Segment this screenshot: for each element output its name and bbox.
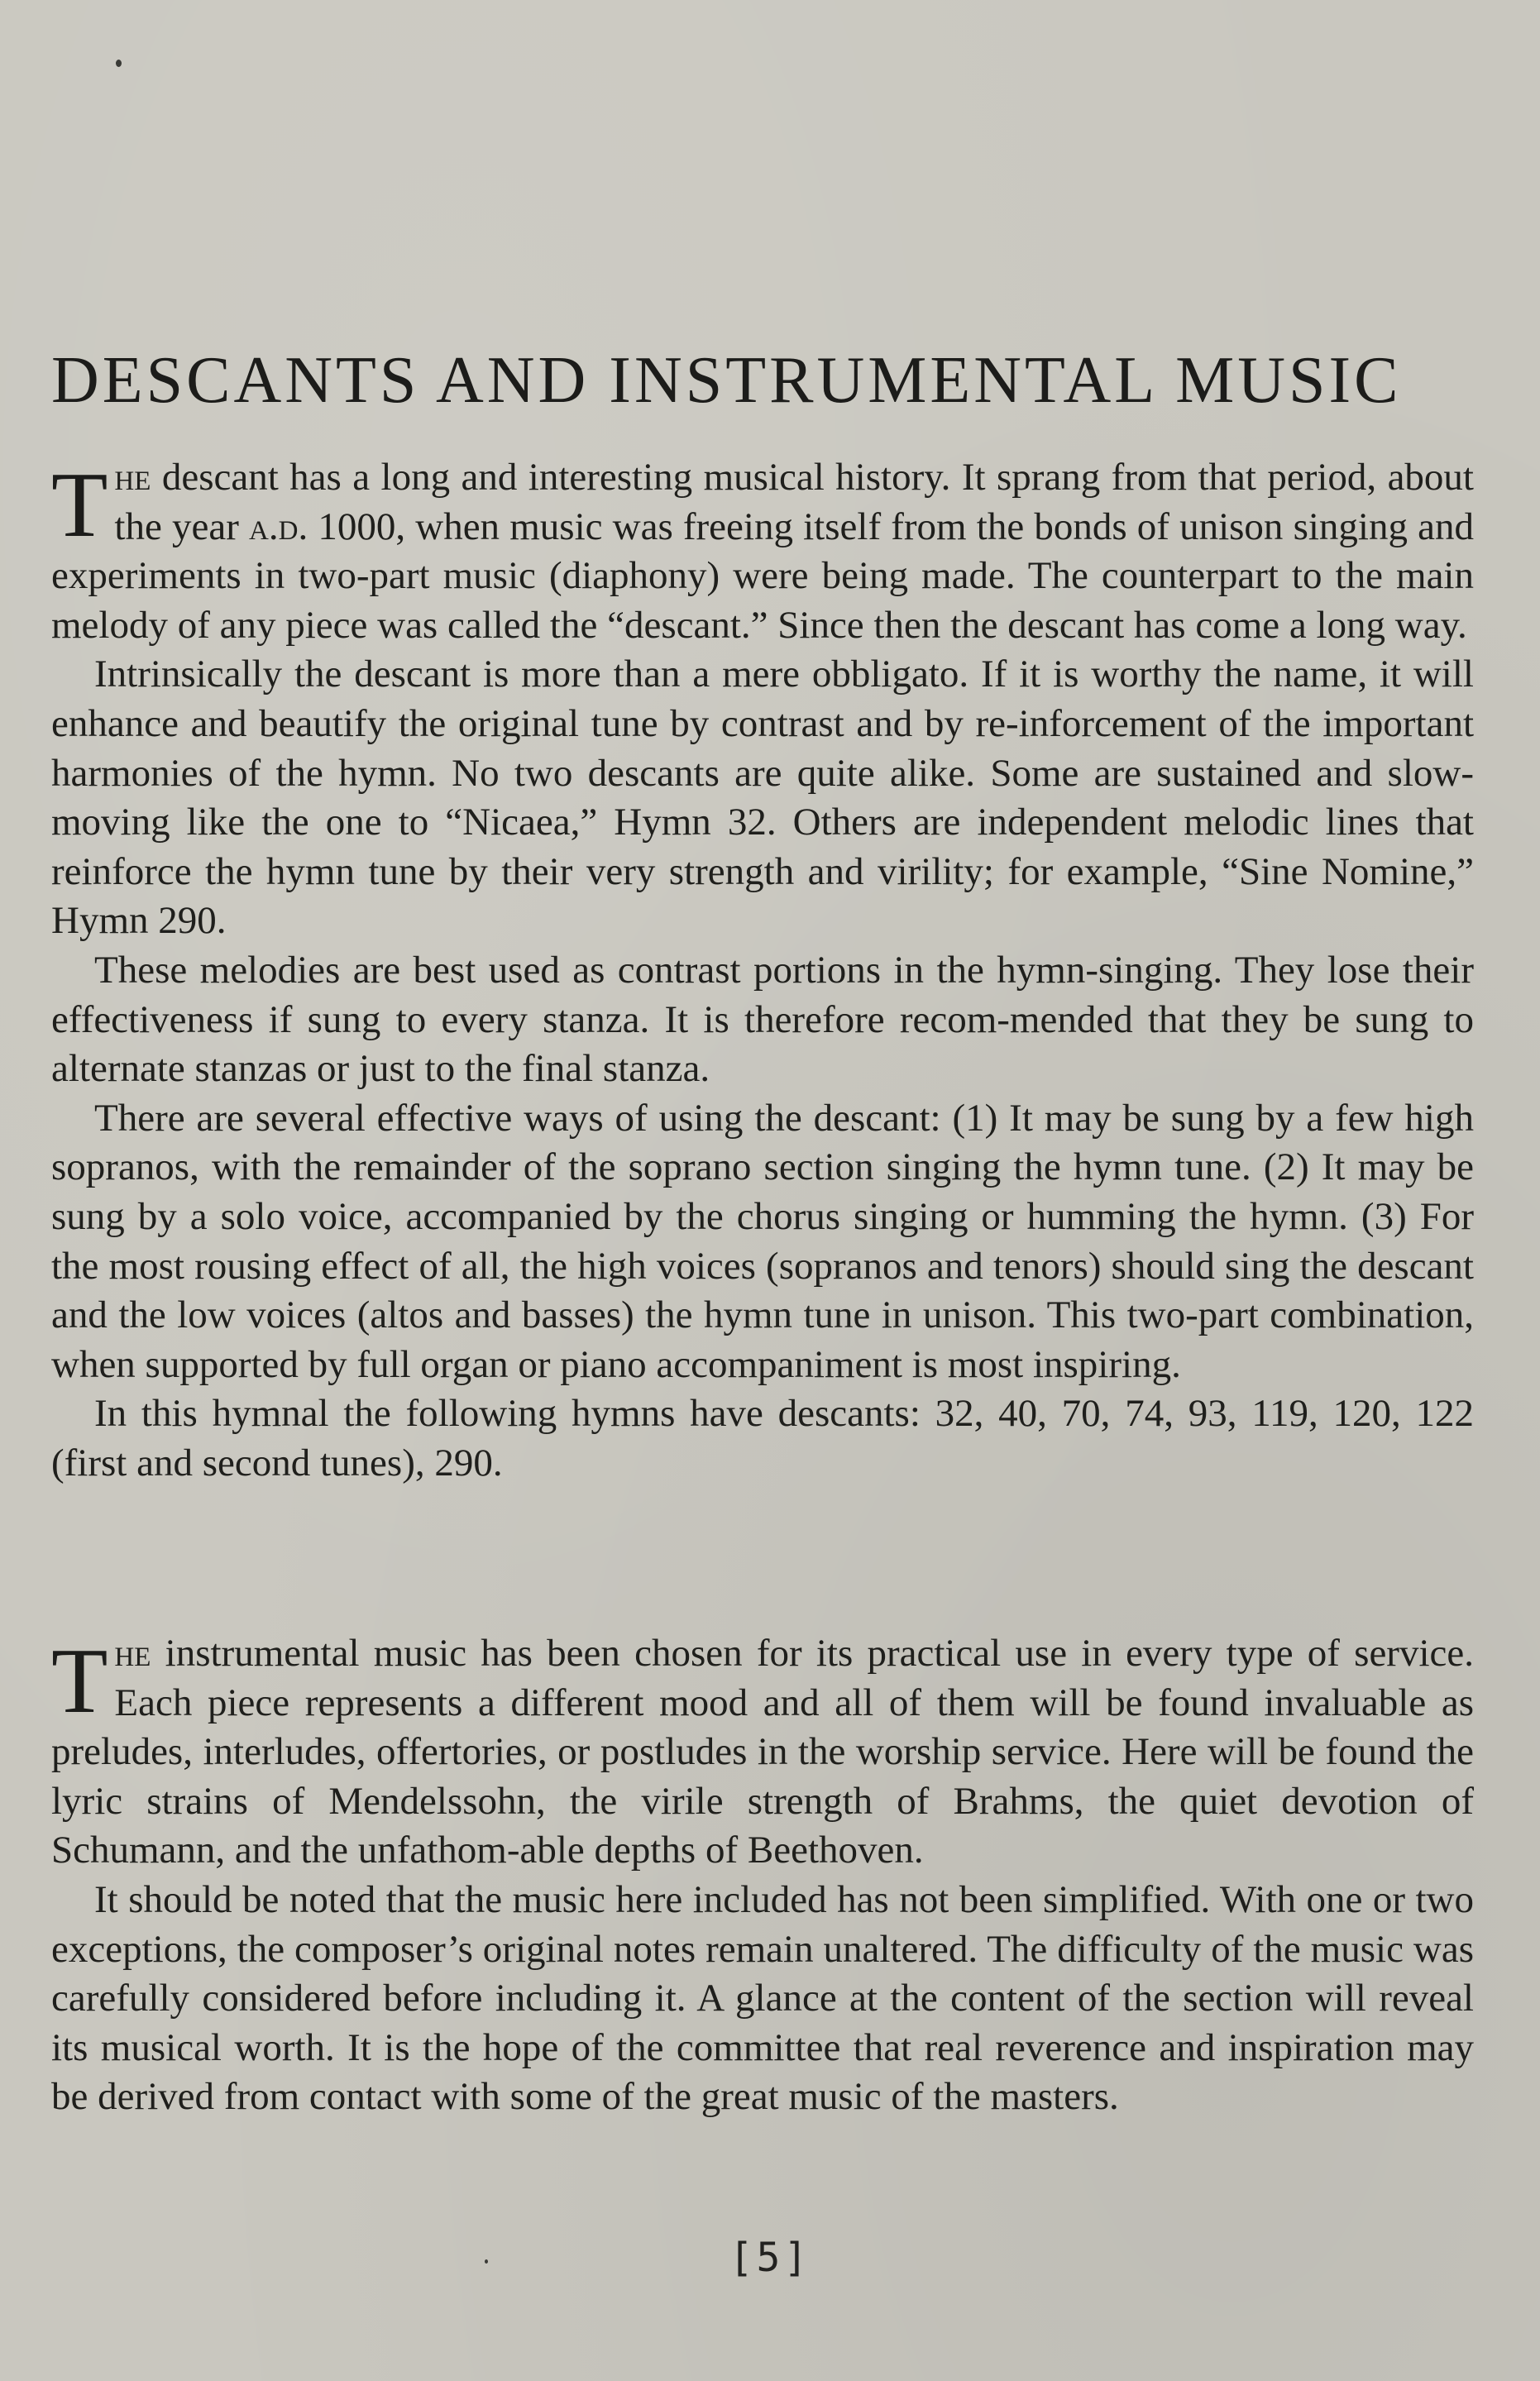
paper-speck bbox=[116, 60, 122, 67]
lead-small-caps: he bbox=[114, 1632, 151, 1675]
lead-small-caps: he bbox=[114, 456, 151, 499]
descant-paragraph-3: These melodies are best used as contrast portions in the hymn-singing. They lose their effectiveness if sung to every stanza. It is therefore recom-mended that they be sung to alternate stanzas or just to the final stanza. bbox=[51, 948, 1474, 1091]
era-abbreviation: a.d. bbox=[249, 504, 308, 548]
instrumental-paragraph-1 bbox=[51, 1629, 1474, 1876]
descant-paragraph-4: There are several effective ways of using the descant: (1) It may be sung by a few high sopranos, with the remainder of the soprano section singing the hymn tune. (2) It may be sung by a solo voice, accompanied by the chorus singing or humming the hymn. (3) For the most rousing effect of all, the high voices (sopranos and tenors) should sing the descant and the low voices (altos and basses) the hymn tune in unison. This two-part combination, when supported by full organ or piano accompaniment is most inspiring. bbox=[51, 1096, 1474, 1386]
paragraph-text: 1000, when music was freeing itself from the bonds of unison singing and experiments in two-part music (diaphony) were being made. The counterpart to the main melody of any piece was called the “descant.” Since then the descant has come a long way. bbox=[51, 504, 1475, 647]
descant-paragraph-1 bbox=[51, 453, 1474, 650]
instrumental-section bbox=[51, 1629, 1474, 2122]
descant-section bbox=[51, 453, 1474, 1488]
page-heading: DESCANTS AND INSTRUMENTAL MUSIC bbox=[51, 344, 1402, 417]
instrumental-paragraph-2: It should be noted that the music here included has not been simplified. With one or two exceptions, the composer’s original notes remain unaltered. The difficulty of the music was carefully considered before including it. A glance at the content of the section will reveal its musical worth. It is the hope of the committee that real reverence and inspiration may be derived from contact with some of the great music of the masters. bbox=[51, 1877, 1474, 2119]
paragraph-text: instrumental music has been chosen for its practical use in every type of service. Each piece represents a different mood and all of them will be found invaluable as preludes, interludes, offertories, or postludes in the worship service. Here will be found the lyric strains of Mendelssohn, the virile strength of Brahms, the quiet devotion of Schumann, and the unfathom-able depths of Beethoven. bbox=[51, 1632, 1474, 1872]
descant-paragraph-5: In this hymnal the following hymns have descants: 32, 40, 70, 74, 93, 119, 120, 122 (first and second tunes), 290. bbox=[51, 1392, 1474, 1485]
page-number: [5] bbox=[729, 2235, 811, 2281]
paragraph-text: descant has a long and interesting musical history. It sprang from that period, about the year bbox=[114, 456, 1474, 548]
descant-paragraph-2: Intrinsically the descant is more than a mere obbligato. If it is worthy the name, it will enhance and beautify the original tune by contrast and by re-inforcement of the important harmonies of the hymn. No two descants are quite alike. Some are sustained and slow-moving like the one to “Nicaea,” Hymn 32. Others are independent melodic lines that reinforce the hymn tune by their very strength and virility; for example, “Sine Nomine,” Hymn 290. bbox=[51, 653, 1474, 943]
drop-cap: T bbox=[51, 454, 108, 557]
drop-cap: T bbox=[51, 1630, 108, 1733]
